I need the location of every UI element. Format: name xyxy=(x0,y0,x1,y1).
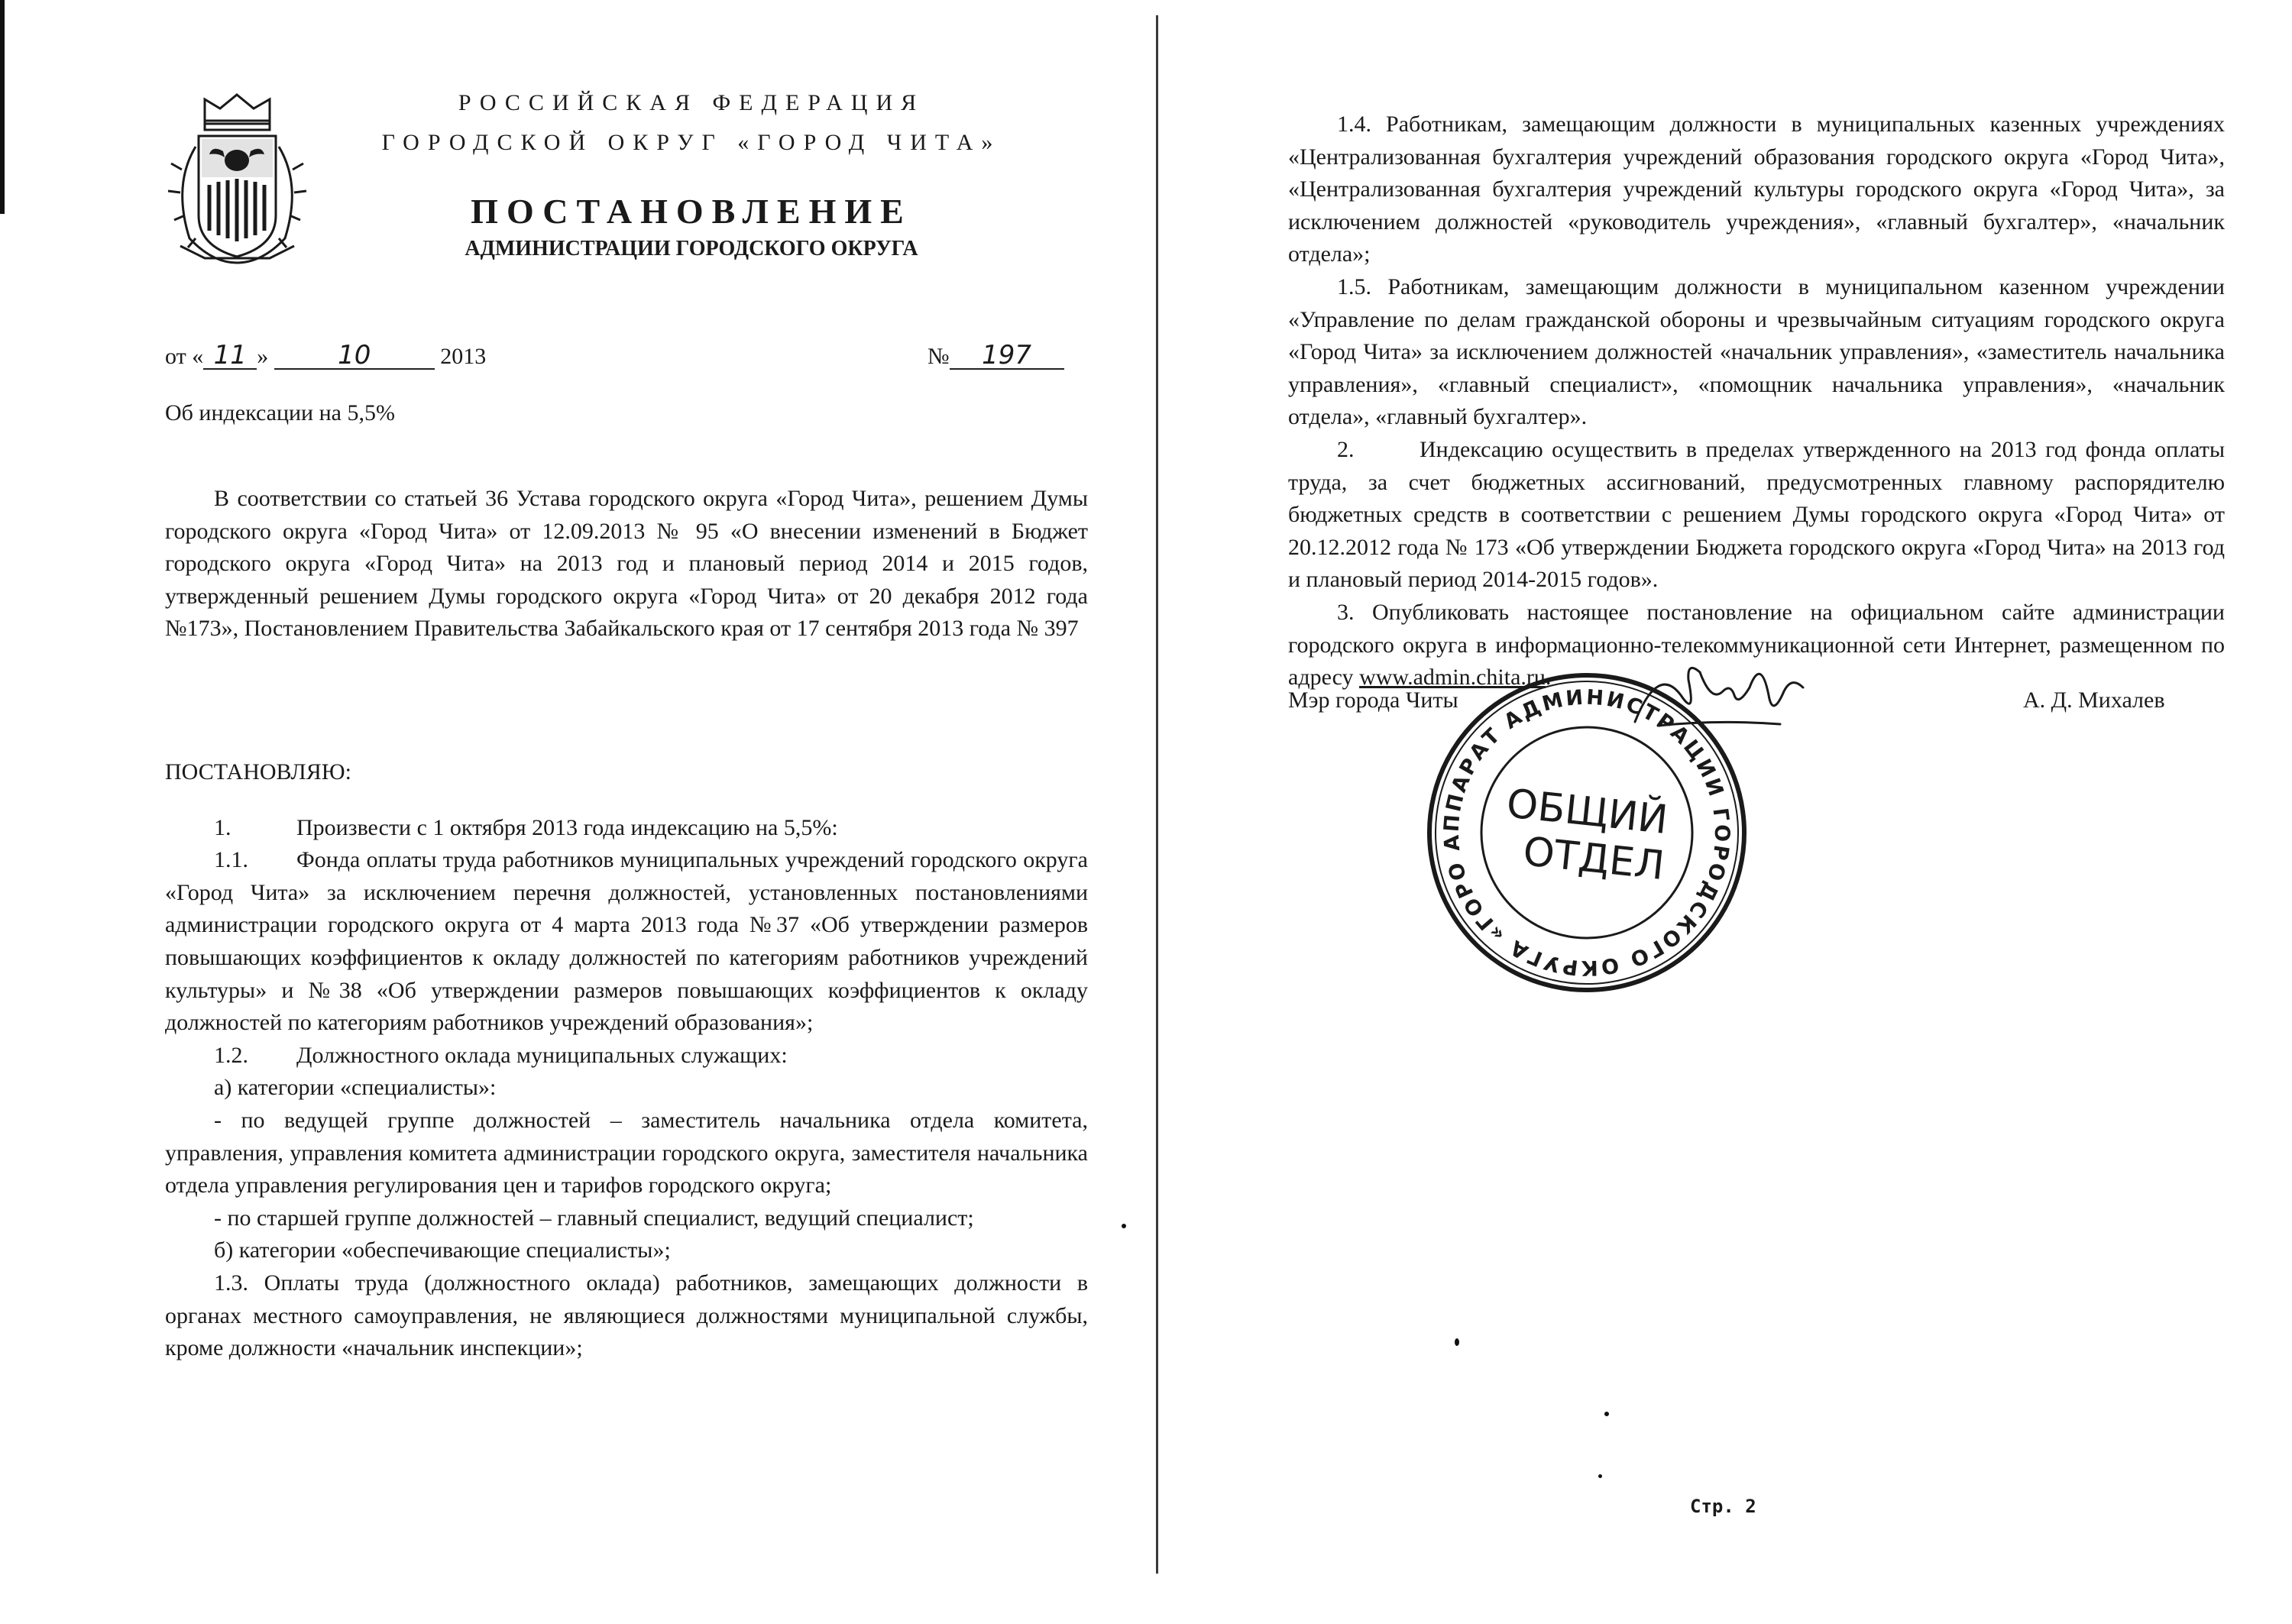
item-2: Индексацию осуществить в пределах утвержденного на 2013 год фонда оплаты труда, за счет бюджетных ассигнований, предусмотренных главному распорядителю бюджетных средств в соответствии с решением Думы городского округа «Город Чита» от 20.12.2012 года № 173 «Об утверждении Бюджета городского округа «Город Чита» на 2013 год и плановый период 2014-2015 годов». xyxy=(1288,436,2225,593)
decree-list-part-1 xyxy=(165,756,1088,1365)
item-1-5: 1.5. Работникам, замещающим должности в муниципальном казенном учреждении «Управление по делам гражданской обороны и чрезвычайным ситуациям городского округа «Город Чита» за исключением должностей «начальник управления», «заместитель начальника управления», «главный специалист», «помощник начальника управления», «начальник отдела», «главный бухгалтер». xyxy=(1288,273,2225,430)
item-1-2-a: а) категории «специалисты»: xyxy=(214,1075,497,1101)
city-coat-of-arms-icon xyxy=(159,93,316,270)
item-1-2-number: 1.2. xyxy=(214,1042,248,1068)
document-date xyxy=(165,342,486,370)
item-3-text: 3. Опубликовать настоящее постановление на официальном сайте администрации городского округа в информационно-телекоммуникационной сети Интернет, размещенном по адресу xyxy=(1288,599,2225,691)
scan-speck xyxy=(1455,1338,1459,1346)
item-2-number: 2. xyxy=(1337,436,1355,462)
date-separator: » xyxy=(257,344,269,369)
page-number: Стр. 2 xyxy=(1690,1496,1756,1517)
document-type-title: ПОСТАНОВЛЕНИЕ xyxy=(471,192,912,231)
issuer-subtitle: АДМИНИСТРАЦИИ ГОРОДСКОГО ОКРУГА xyxy=(465,237,918,260)
number-value: 197 xyxy=(950,342,1064,370)
handwritten-signature-icon xyxy=(1627,649,1811,733)
item-1-2-a-1: - по ведущей группе должностей – заместитель начальника отдела комитета, управления, управления комитета администрации городского округа, заместителя начальника отдела управления регулирования цен и тарифов городского округа; xyxy=(165,1107,1088,1199)
stamp-center-line-2: ОТДЕЛ xyxy=(1520,829,1667,890)
item-1-3: 1.3. Оплаты труда (должностного оклада) работников, замещающих должности в органах местного самоуправления, не являющиеся должностями муниципальной службы, кроме должности «начальник инспекции»; xyxy=(165,1270,1088,1361)
item-1: Произвести с 1 октября 2013 года индексацию на 5,5%: xyxy=(296,814,838,840)
country-header: РОССИЙСКАЯ ФЕДЕРАЦИЯ xyxy=(458,90,925,115)
date-month: 10 xyxy=(274,342,435,370)
scan-speck xyxy=(1122,1224,1126,1228)
item-1-4: 1.4. Работникам, замещающим должности в муниципальных казенных учреждениях «Централизованная бухгалтерия учреждений образования городского округа «Город Чита», «Централизованная бухгалтерия учреждений культуры городского округа «Город Чита», за исключением должностей «руководитель учреждения», «главный бухгалтер», «начальник отдела»; xyxy=(1288,112,2225,267)
document-number xyxy=(927,342,1064,370)
date-prefix: от « xyxy=(165,344,204,369)
stamp-center-line-1: ОБЩИЙ xyxy=(1504,781,1670,844)
decree-list-part-2 xyxy=(1288,108,2225,694)
date-day: 11 xyxy=(203,342,257,370)
item-3-end: . xyxy=(1545,665,1552,691)
signatory-name: А. Д. Михалев xyxy=(2023,687,2165,713)
preamble-block xyxy=(165,483,1088,645)
website-link[interactable]: www.admin.chita.ru xyxy=(1359,665,1546,691)
district-header: ГОРОДСКОЙ ОКРУГ «ГОРОД ЧИТА» xyxy=(381,130,1002,155)
document-subject: Об индексации на 5,5% xyxy=(165,400,395,425)
item-1-2-a-2: - по старшей группе должностей – главный специалист, ведущий специалист; xyxy=(214,1205,974,1231)
item-1-1-number: 1.1. xyxy=(214,847,248,873)
date-year: 2013 xyxy=(440,344,487,369)
item-1-2: Должностного оклада муниципальных служащих: xyxy=(296,1042,788,1068)
scan-speck xyxy=(1598,1474,1602,1478)
scan-speck xyxy=(1604,1412,1609,1416)
signatory-title: Мэр города Читы xyxy=(1288,687,1458,713)
page-divider xyxy=(1156,15,1158,1574)
item-1-1: Фонда оплаты труда работников муниципальных учреждений городского округа «Город Чита» за исключением перечня должностей, установленных постановлениями администрации городского округа от 4 марта 2013 года №37 «Об утверждении размеров повышающих коэффициентов к окладу должностей по категориям работников учреждений культуры» и №38 «Об утверждении размеров повышающих коэффициентов к окладу должностей по категориям работников учреждений образования»; xyxy=(165,847,1088,1036)
item-1-2-b: б) категории «обеспечивающие специалисты»; xyxy=(214,1237,671,1263)
stamp-ring-text: АППАРАТ АДМИНИСТРАЦИИ ГОРОДСКОГО ОКРУГА «ГОРОД xyxy=(1439,685,1734,980)
decree-word: ПОСТАНОВЛЯЮ: xyxy=(165,759,351,785)
number-label: № xyxy=(927,344,950,369)
preamble: В соответствии со статьей 36 Устава городского округа «Город Чита», решением Думы городского округа «Город Чита» от 12.09.2013 № 95 «О внесении изменений в Бюджет городского округа «Город Чита» на 2013 год и плановый период 2014 и 2015 годов, утвержденный решением Думы городского округа «Город Чита» от 20 декабря 2012 года №173», Постановлением Правительства Забайкальского края от 17 сентября 2013 года № 397 xyxy=(165,486,1088,642)
item-1-number: 1. xyxy=(214,814,231,840)
